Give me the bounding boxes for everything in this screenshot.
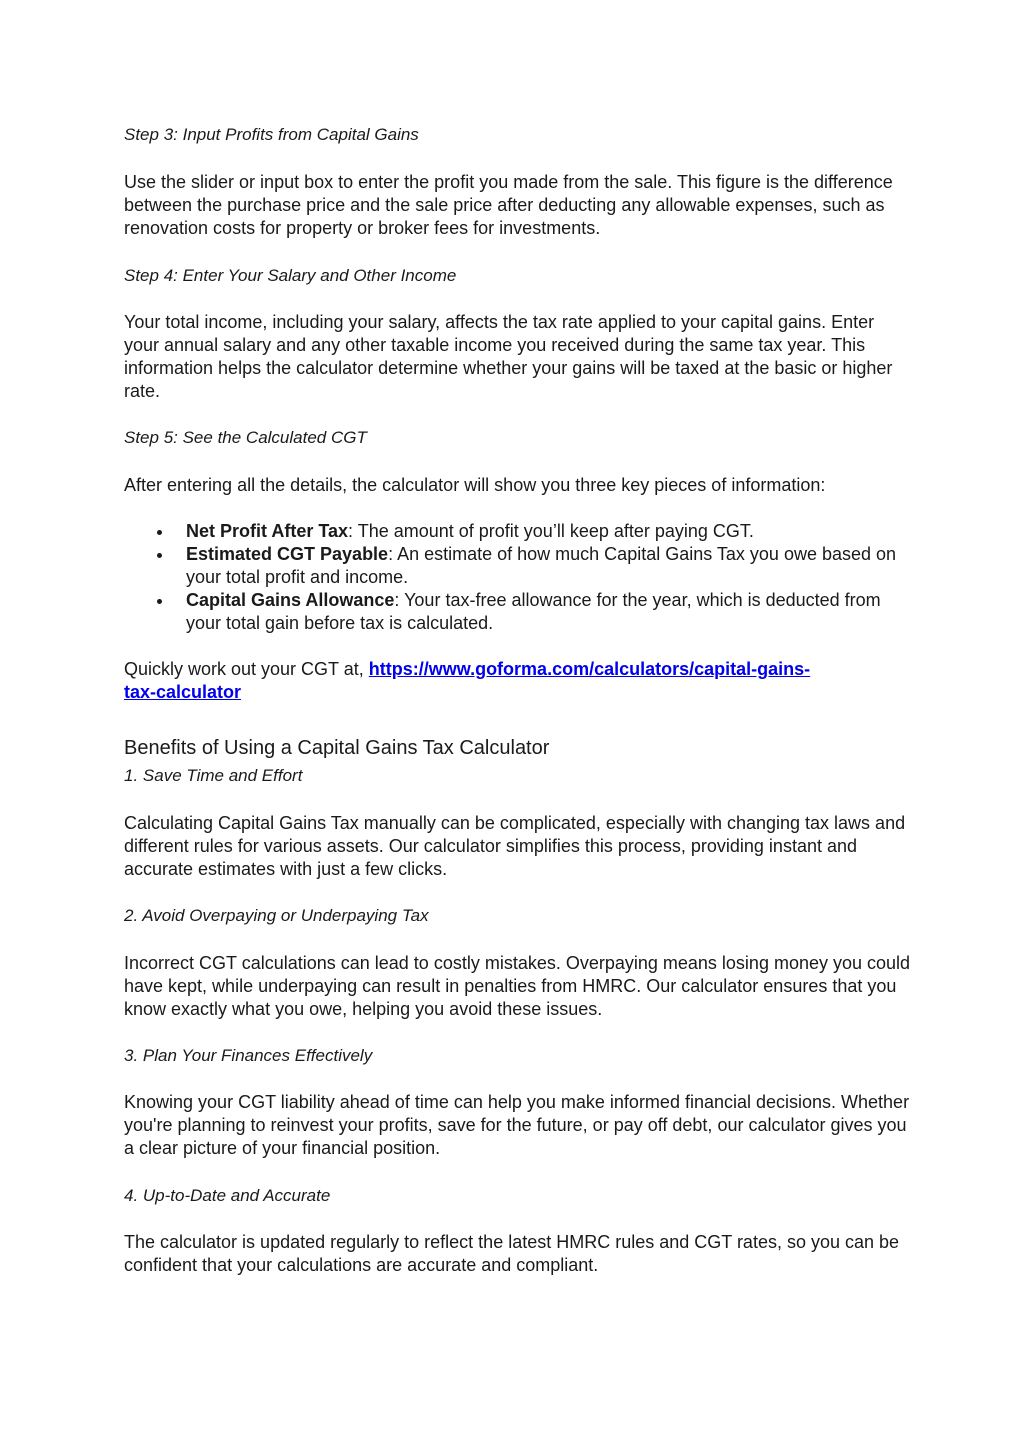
list-item-desc: : The amount of profit you’ll keep after paying CGT. xyxy=(348,521,754,541)
calculator-link[interactable]: https://www.goforma.com/calculators/capital-gains- tax-calculator xyxy=(124,659,811,702)
key-info-list xyxy=(124,520,914,635)
benefit-heading: 3. Plan Your Finances Effectively xyxy=(124,1046,373,1065)
benefit-body: Knowing your CGT liability ahead of time can help you make informed financial decisions. Whether you're planning to reinvest your profits, save for the future, or pay off debt, our calculator gives you a clear picture of your financial position. xyxy=(124,1092,910,1158)
list-item xyxy=(124,589,914,635)
bullet-icon xyxy=(157,530,162,535)
benefit-heading: 2. Avoid Overpaying or Underpaying Tax xyxy=(124,906,429,925)
step4-heading: Step 4: Enter Your Salary and Other Income xyxy=(124,266,457,285)
list-item-desc: : Your tax-free allowance for the year, which is deducted from your total gain before tax is calculated. xyxy=(186,590,881,633)
step4-body: Your total income, including your salary, affects the tax rate applied to your capital gains. Enter your annual salary and any other taxable income you received during the same tax year. This information helps the calculator determine whether your gains will be taxed at the basic or higher rate. xyxy=(124,312,893,401)
list-item-term: Capital Gains Allowance xyxy=(186,590,395,610)
step3-body: Use the slider or input box to enter the profit you made from the sale. This figure is the difference between the purchase price and the sale price after deducting any allowable expenses, such as renovation costs for property or broker fees for investments. xyxy=(124,172,893,238)
list-item-term: Net Profit After Tax xyxy=(186,521,349,541)
benefit-body: Incorrect CGT calculations can lead to costly mistakes. Overpaying means losing money you could have kept, while underpaying can result in penalties from HMRC. Our calculator ensures that you know exactly what you owe, helping you avoid these issues. xyxy=(124,953,911,1019)
list-item-term: Estimated CGT Payable xyxy=(186,544,389,564)
cta-text: Quickly work out your CGT at, xyxy=(124,659,369,679)
list-item xyxy=(124,543,914,589)
step3-heading: Step 3: Input Profits from Capital Gains xyxy=(124,125,419,144)
benefit-heading: 4. Up-to-Date and Accurate xyxy=(124,1186,331,1205)
bullet-icon xyxy=(157,553,162,558)
cta-paragraph xyxy=(124,658,914,704)
list-item-desc: : An estimate of how much Capital Gains Tax you owe based on your total profit and income. xyxy=(186,544,897,587)
list-item xyxy=(124,520,914,543)
benefit-body: The calculator is updated regularly to reflect the latest HMRC rules and CGT rates, so you can be confident that your calculations are accurate and compliant. xyxy=(124,1232,900,1275)
step5-body: After entering all the details, the calculator will show you three key pieces of information: xyxy=(124,475,826,495)
bullet-icon xyxy=(157,599,162,604)
benefits-title: Benefits of Using a Capital Gains Tax Calculator xyxy=(124,737,550,759)
step5-heading: Step 5: See the Calculated CGT xyxy=(124,428,367,447)
benefit-heading: 1. Save Time and Effort xyxy=(124,766,303,785)
benefit-body: Calculating Capital Gains Tax manually can be complicated, especially with changing tax laws and different rules for various assets. Our calculator simplifies this process, providing instant and accurate estimates with just a few clicks. xyxy=(124,813,906,879)
